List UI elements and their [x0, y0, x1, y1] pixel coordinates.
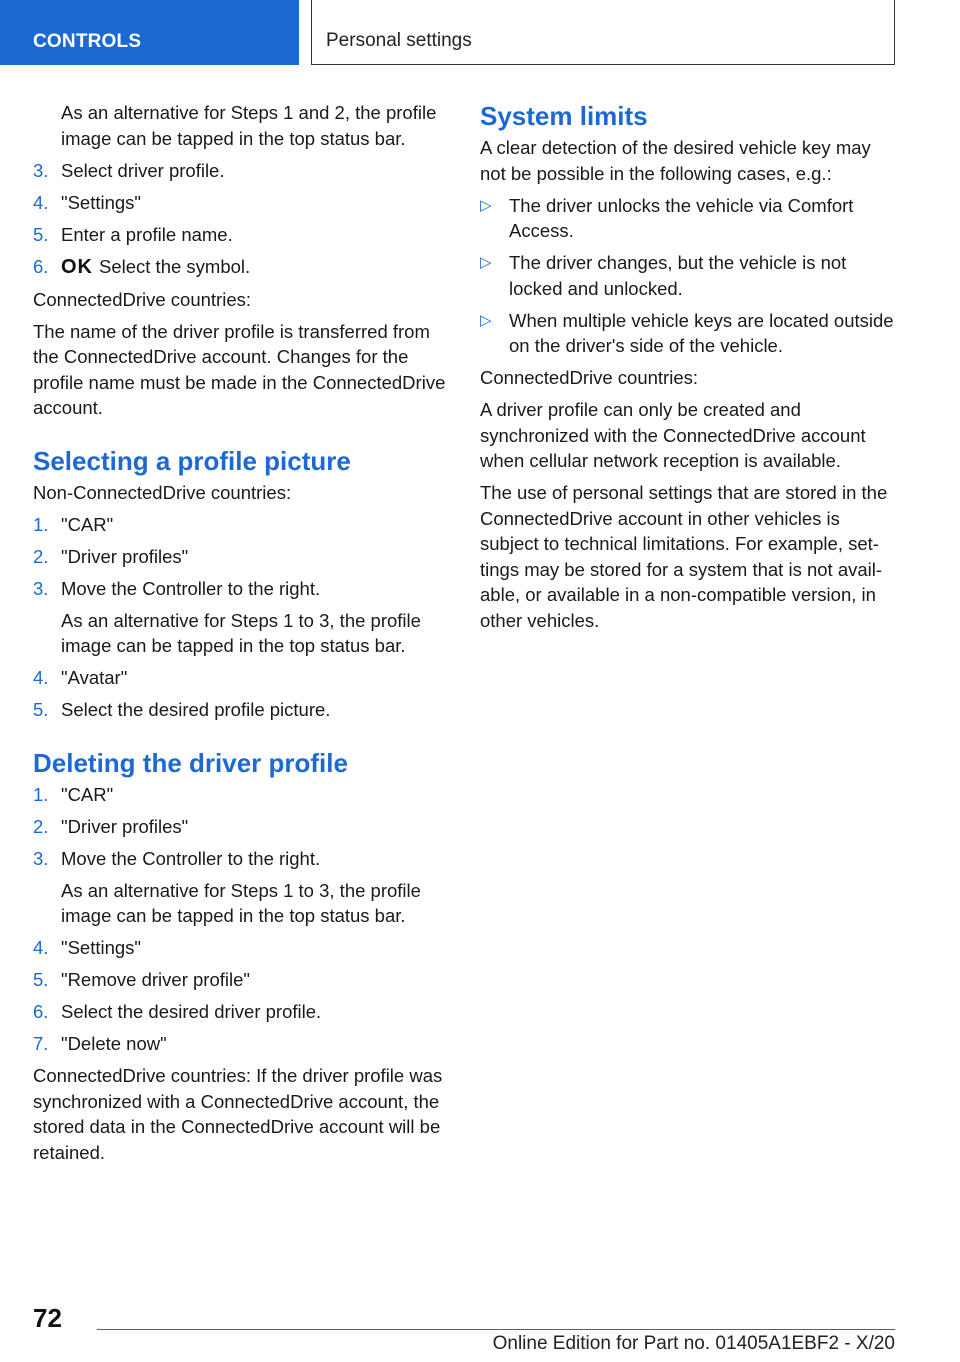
step-note: As an alternative for Steps 1 to 3, the profile image can be tapped in the top status bar. [61, 609, 421, 656]
triangle-bullet-icon: ▷ [480, 196, 492, 214]
step-number: 3. [33, 847, 49, 869]
picture-intro: Non-ConnectedDrive countries: [33, 481, 292, 503]
step-number: 7. [33, 1033, 49, 1054]
step-text: "Driver profiles" [61, 815, 189, 837]
step-text: "Remove driver profile" [61, 969, 250, 990]
step-item [33, 814, 448, 840]
ok-symbol-icon: OK [61, 255, 93, 278]
step-item [33, 697, 448, 723]
step-text: "CAR" [61, 513, 114, 535]
step-item [33, 1031, 448, 1057]
step-item [33, 665, 448, 691]
heading-profile-picture: Selecting a profile picture [33, 445, 351, 476]
step-text: Select the desired profile picture. [61, 699, 331, 720]
step-item [33, 782, 448, 808]
bullet-item [480, 250, 895, 301]
bullet-item [480, 193, 895, 244]
step-text: "Driver profiles" [61, 545, 189, 567]
cd-label: ConnectedDrive countries: [480, 367, 698, 388]
step-item [33, 846, 448, 929]
left-column [33, 100, 448, 1172]
chapter-title: Personal settings [311, 0, 895, 65]
heading-delete-profile: Deleting the driver profile [33, 747, 348, 778]
step-item [33, 222, 448, 248]
bullet-text: When multiple vehicle keys are located outside on the driver's side of the vehicle. [509, 309, 894, 356]
step-item [33, 935, 448, 961]
step-note: As an alternative for Steps 1 and 2, the profile image can be tapped in the top status bar. [61, 102, 437, 149]
step-item [33, 544, 448, 570]
step-list-name [33, 158, 448, 281]
triangle-bullet-icon: ▷ [480, 311, 492, 329]
limits-intro: A clear detection of the desired vehicle key may not be possible in the following cases, e.g.: [480, 137, 871, 184]
step-text: Move the Controller to the right. [61, 847, 321, 869]
step-text: "Delete now" [61, 1033, 167, 1054]
step-number: 1. [33, 783, 49, 805]
step-text: Enter a profile name. [61, 223, 233, 245]
bullet-text: The driver changes, but the vehicle is not locked and unlocked. [509, 252, 847, 299]
heading-system-limits: System limits [480, 101, 648, 131]
bullet-item [480, 308, 895, 359]
section-tab: CONTROLS [0, 0, 299, 65]
step-text: Select the desired driver profile. [61, 1001, 322, 1022]
step-item [33, 158, 448, 184]
step-number: 5. [33, 699, 49, 720]
step-number: 4. [33, 937, 49, 958]
limits-bullet-list [480, 193, 895, 359]
step-number: 2. [33, 545, 49, 567]
step-item [33, 254, 448, 281]
step-number: 1. [33, 513, 49, 535]
step-item [33, 999, 448, 1025]
page-number: 72 [33, 1303, 62, 1333]
step-text: Select driver profile. [61, 159, 225, 181]
right-column [480, 100, 895, 640]
step-item [33, 190, 448, 216]
step-item [33, 512, 448, 538]
step-number: 4. [33, 667, 49, 688]
step-text: Move the Controller to the right. [61, 577, 321, 599]
step-list-delete [33, 782, 448, 1057]
bullet-text: The driver unlocks the vehicle via Comfort Access. [509, 194, 854, 241]
step-text: "CAR" [61, 783, 114, 805]
cd-paragraph: A driver profile can only be created and synchronized with the ConnectedDrive account when cellular network reception is available. [480, 399, 866, 471]
step-number: 4. [33, 191, 49, 213]
step-item [33, 967, 448, 993]
step-note: As an alternative for Steps 1 to 3, the profile image can be tapped in the top status bar. [61, 879, 421, 926]
step-number: 2. [33, 815, 49, 837]
step-text: Select the symbol. [99, 255, 251, 277]
step-item [33, 576, 448, 659]
cd-label: ConnectedDrive countries: [33, 288, 251, 310]
step-text: "Settings" [61, 191, 141, 213]
footer-divider [97, 1329, 895, 1330]
step-text: "Avatar" [61, 667, 128, 688]
step-number: 6. [33, 1001, 49, 1022]
footer-edition: Online Edition for Part no. 01405A1EBF2 - X/20 [492, 1333, 895, 1354]
step-number: 3. [33, 577, 49, 599]
cd-paragraph: The name of the driver profile is transferred from the ConnectedDrive account. Changes for the profile name must be made in the ConnectedDrive account. [33, 320, 446, 418]
step-number: 5. [33, 223, 49, 245]
step-number: 6. [33, 255, 49, 277]
step-list-picture [33, 512, 448, 723]
delete-note: ConnectedDrive countries: If the driver profile was synchronized with a ConnectedDrive account, the stored data in the ConnectedDrive account will be retained. [33, 1065, 443, 1163]
use-paragraph: The use of personal settings that are stored in the ConnectedDrive account in other vehicles is subject to technical limitations. For example, settings may be stored for a system that is not available, or available in a non-compatible version, in other vehicles. [480, 482, 888, 631]
triangle-bullet-icon: ▷ [480, 254, 492, 271]
step-text: "Settings" [61, 937, 141, 958]
step-number: 5. [33, 969, 49, 990]
step-number: 3. [33, 159, 49, 181]
